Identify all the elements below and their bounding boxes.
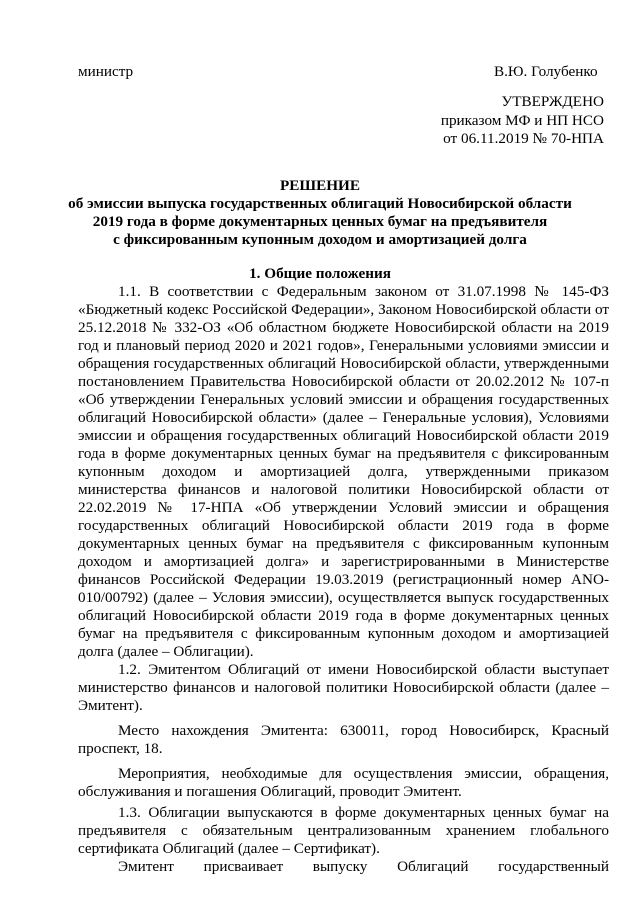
paragraph-line: Эмитент присваивает выпуску Облигаций государственный — [118, 858, 609, 875]
document-subtitle-line-3: с фиксированным купонным доходом и амортизацией долга — [113, 231, 527, 248]
paragraph-line: облигаций Новосибирской области 2019 года в форме документарных ценных — [78, 607, 609, 624]
paragraph-line: министерства финансов и налоговой политики Новосибирской области от — [78, 481, 609, 498]
paragraph-line: 1.1. В соответствии с Федеральным законом от 31.07.1998 № 145-ФЗ — [118, 283, 609, 300]
document-title: РЕШЕНИЕ — [280, 177, 360, 194]
paragraph-line: предъявителя с обязательным централизованным хранением глобального — [78, 822, 609, 839]
paragraph-line: облигаций Новосибирской области» (далее – Генеральные условия), Условиями — [78, 409, 609, 426]
paragraph-line: год и плановый период 2020 и 2021 годов», Генеральными условиями эмиссии и — [78, 337, 609, 354]
paragraph-line: 1.3. Облигации выпускаются в форме документарных ценных бумаг на — [118, 804, 609, 821]
paragraph-line: обслуживания и погашения Облигаций, проводит Эмитент. — [78, 783, 462, 800]
document-subtitle-line-2: 2019 года в форме документарных ценных бумаг на предъявителя — [92, 213, 548, 230]
paragraph-line: документарных ценных бумаг на предъявителя с фиксированным купонным — [78, 535, 609, 552]
paragraph-line: обращения государственных облигаций Новосибирской области, утвержденными — [78, 355, 609, 372]
paragraph-line: государственных облигаций Новосибирской области 2019 года в форме — [78, 517, 609, 534]
approval-stamp-line-2: приказом МФ и НП НСО — [440, 112, 604, 129]
paragraph-line: бумаг на предъявителя с фиксированным купонным доходом и амортизацией — [78, 625, 609, 642]
paragraph-line: проспект, 18. — [78, 740, 163, 757]
paragraph-line: 25.12.2018 № 332-ОЗ «Об областном бюджете Новосибирской области на 2019 — [78, 319, 609, 336]
section-heading: 1. Общие положения — [249, 265, 391, 282]
paragraph-line: долга (далее – Облигации). — [78, 643, 254, 660]
paragraph-line: постановлением Правительства Новосибирской области от 20.02.2012 № 107-п — [78, 373, 609, 390]
document-subtitle-line-1: об эмиссии выпуска государственных облигаций Новосибирской области — [68, 195, 572, 212]
signer-position: министр — [78, 63, 134, 80]
paragraph-line: купонным доходом и амортизацией долга, утвержденными приказом — [78, 463, 609, 480]
paragraph-line: финансов Российской Федерации 19.03.2019 (регистрационный номер ANO- — [78, 571, 609, 588]
approval-stamp-line-1: УТВЕРЖДЕНО — [501, 93, 604, 110]
paragraph-line: 1.2. Эмитентом Облигаций от имени Новосибирской области выступает — [118, 661, 609, 678]
paragraph-line: эмиссии и обращения государственных облигаций Новосибирской области 2019 — [78, 427, 609, 444]
paragraph-line: года в форме документарных ценных бумаг на предъявителя с фиксированным — [78, 445, 609, 462]
paragraph-line: 22.02.2019 № 17-НПА «Об утверждении Условий эмиссии и обращения — [78, 499, 609, 516]
approval-stamp-line-3: от 06.11.2019 № 70-НПА — [443, 130, 604, 147]
paragraph-line: 010/00792) (далее – Условия эмиссии), осуществляется выпуск государственных — [78, 589, 609, 606]
paragraph-line: сертификата Облигаций (далее – Сертификат). — [78, 840, 380, 857]
paragraph-line: «Бюджетный кодекс Российской Федерации», Законом Новосибирской области от — [78, 301, 609, 318]
paragraph-line: Мероприятия, необходимые для осуществления эмиссии, обращения, — [118, 765, 609, 782]
paragraph-line: Место нахождения Эмитента: 630011, город Новосибирск, Красный — [118, 722, 609, 739]
signer-name: В.Ю. Голубенко — [494, 63, 598, 80]
paragraph-line: доходом и амортизацией долга» и зарегистрированными в Министерстве — [78, 553, 609, 570]
paragraph-line: «Об утверждении Генеральных условий эмиссии и обращения государственных — [78, 391, 609, 408]
paragraph-line: Эмитент). — [78, 697, 143, 714]
paragraph-line: министерство финансов и налоговой политики Новосибирской области (далее – — [78, 679, 609, 696]
